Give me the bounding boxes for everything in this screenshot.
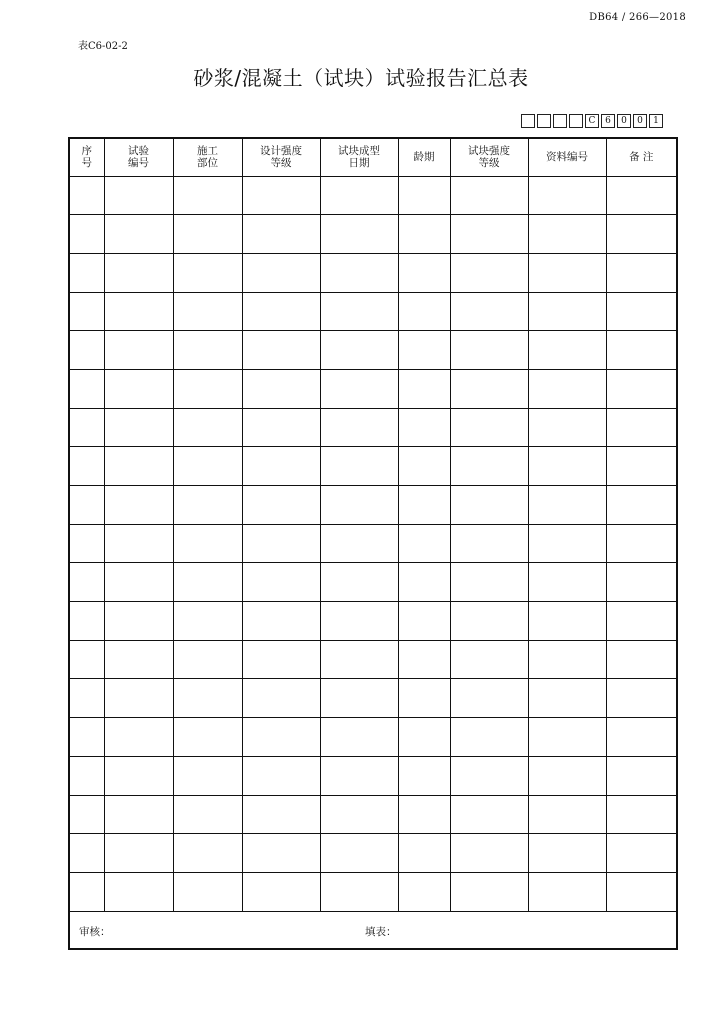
table-body: [69, 176, 677, 911]
table-cell[interactable]: [398, 176, 450, 215]
filler-label: 填表：: [365, 925, 397, 938]
table-cell[interactable]: [320, 253, 398, 292]
table-cell[interactable]: [450, 563, 528, 602]
code-box[interactable]: [553, 114, 567, 128]
table-row: [69, 215, 677, 254]
table-cell[interactable]: [606, 795, 677, 834]
table-cell[interactable]: [104, 292, 173, 331]
table-cell[interactable]: [606, 447, 677, 486]
table-cell[interactable]: [528, 176, 606, 215]
table-cell[interactable]: [69, 756, 104, 795]
table-row: [69, 176, 677, 215]
table-cell[interactable]: [173, 524, 242, 563]
table-cell[interactable]: [606, 834, 677, 873]
table-cell[interactable]: [450, 331, 528, 370]
code-box[interactable]: 1: [649, 114, 663, 128]
table-cell[interactable]: [606, 215, 677, 254]
page-title: 砂浆/混凝土（试块）试验报告汇总表: [193, 66, 529, 90]
code-box[interactable]: 0: [633, 114, 647, 128]
table-cell[interactable]: [398, 253, 450, 292]
table-cell[interactable]: [104, 176, 173, 215]
column-header-record-no: 资料编号: [528, 138, 606, 176]
table-cell[interactable]: [173, 795, 242, 834]
table-cell[interactable]: [242, 524, 320, 563]
table-cell[interactable]: [104, 486, 173, 525]
table-cell[interactable]: [242, 331, 320, 370]
table-cell[interactable]: [104, 408, 173, 447]
table-cell[interactable]: [173, 408, 242, 447]
summary-table: [68, 137, 678, 950]
table-row: [69, 640, 677, 679]
table-cell[interactable]: [242, 563, 320, 602]
code-box[interactable]: C: [585, 114, 599, 128]
table-cell[interactable]: [242, 486, 320, 525]
table-cell[interactable]: [528, 718, 606, 757]
table-cell[interactable]: [528, 795, 606, 834]
table-row: [69, 253, 677, 292]
table-cell[interactable]: [173, 215, 242, 254]
table-cell[interactable]: [242, 640, 320, 679]
table-cell[interactable]: [528, 679, 606, 718]
table-cell[interactable]: [528, 215, 606, 254]
code-box[interactable]: [537, 114, 551, 128]
table-cell[interactable]: [450, 253, 528, 292]
table-cell[interactable]: [398, 331, 450, 370]
table-cell[interactable]: [320, 795, 398, 834]
table-cell[interactable]: [173, 679, 242, 718]
table-row: [69, 292, 677, 331]
table-row: [69, 872, 677, 911]
standard-code: DB64 / 266—2018: [589, 12, 686, 23]
table-cell[interactable]: [69, 369, 104, 408]
table-cell[interactable]: [173, 718, 242, 757]
table-cell[interactable]: [398, 679, 450, 718]
table-cell[interactable]: [606, 718, 677, 757]
table-cell[interactable]: [173, 563, 242, 602]
table-cell[interactable]: [528, 486, 606, 525]
column-header-seq: 序 号: [69, 138, 104, 176]
table-cell[interactable]: [104, 679, 173, 718]
table-cell[interactable]: [398, 872, 450, 911]
table-row: [69, 756, 677, 795]
table-cell[interactable]: [104, 253, 173, 292]
table-cell[interactable]: [528, 640, 606, 679]
table-cell[interactable]: [69, 872, 104, 911]
table-cell[interactable]: [69, 253, 104, 292]
table-cell[interactable]: [320, 486, 398, 525]
table-cell[interactable]: [450, 640, 528, 679]
table-cell[interactable]: [606, 369, 677, 408]
table-cell[interactable]: [606, 602, 677, 641]
document-code-boxes: [521, 114, 663, 128]
table-cell[interactable]: [528, 524, 606, 563]
table-cell[interactable]: [398, 795, 450, 834]
table-cell[interactable]: [173, 369, 242, 408]
table-cell[interactable]: [242, 253, 320, 292]
table-cell[interactable]: [104, 215, 173, 254]
code-box[interactable]: [521, 114, 535, 128]
table-cell[interactable]: [528, 872, 606, 911]
table-cell[interactable]: [320, 602, 398, 641]
table-cell[interactable]: [398, 640, 450, 679]
table-cell[interactable]: [450, 292, 528, 331]
table-cell[interactable]: [69, 563, 104, 602]
table-cell[interactable]: [69, 834, 104, 873]
table-cell[interactable]: [450, 524, 528, 563]
table-cell[interactable]: [242, 679, 320, 718]
table-cell[interactable]: [69, 679, 104, 718]
table-cell[interactable]: [320, 447, 398, 486]
table-cell[interactable]: [69, 331, 104, 370]
table-cell[interactable]: [528, 563, 606, 602]
table-cell[interactable]: [173, 253, 242, 292]
column-header-test-no: 试验 编号: [104, 138, 173, 176]
table-cell[interactable]: [320, 756, 398, 795]
table-cell[interactable]: [320, 563, 398, 602]
table-cell[interactable]: [173, 872, 242, 911]
table-cell[interactable]: [398, 447, 450, 486]
column-header-remarks: 备 注: [606, 138, 677, 176]
table-cell[interactable]: [606, 486, 677, 525]
table-cell[interactable]: [398, 602, 450, 641]
table-cell[interactable]: [320, 215, 398, 254]
table-cell[interactable]: [528, 834, 606, 873]
table-cell[interactable]: [606, 640, 677, 679]
table-footer-row: [69, 911, 677, 949]
table-cell[interactable]: [69, 524, 104, 563]
table-cell[interactable]: [69, 718, 104, 757]
table-cell[interactable]: [242, 176, 320, 215]
table-row: [69, 718, 677, 757]
table-cell[interactable]: [450, 486, 528, 525]
table-cell[interactable]: [528, 447, 606, 486]
table-cell[interactable]: [606, 563, 677, 602]
table-cell[interactable]: [173, 756, 242, 795]
table-cell[interactable]: [242, 602, 320, 641]
table-cell[interactable]: [528, 369, 606, 408]
table-row: [69, 524, 677, 563]
table-cell[interactable]: [528, 331, 606, 370]
table-cell[interactable]: [173, 176, 242, 215]
table-cell[interactable]: [320, 834, 398, 873]
table-cell[interactable]: [450, 795, 528, 834]
table-cell[interactable]: [69, 602, 104, 641]
table-cell[interactable]: [398, 718, 450, 757]
column-header-design-strength: 设计强度 等级: [242, 138, 320, 176]
table-cell[interactable]: [173, 640, 242, 679]
table-cell[interactable]: [606, 524, 677, 563]
table-cell[interactable]: [69, 408, 104, 447]
table-cell[interactable]: [242, 292, 320, 331]
table-cell[interactable]: [528, 292, 606, 331]
table-cell[interactable]: [320, 408, 398, 447]
table-cell[interactable]: [69, 215, 104, 254]
table-cell[interactable]: [104, 718, 173, 757]
table-cell[interactable]: [104, 602, 173, 641]
form-id: 表C6-02-2: [78, 41, 128, 52]
table-cell[interactable]: [606, 176, 677, 215]
table-cell[interactable]: [104, 872, 173, 911]
table-cell[interactable]: [450, 408, 528, 447]
table-row: [69, 563, 677, 602]
table-cell[interactable]: [606, 679, 677, 718]
table-cell[interactable]: [528, 602, 606, 641]
code-box[interactable]: 6: [601, 114, 615, 128]
table-cell[interactable]: [528, 253, 606, 292]
table-cell[interactable]: [320, 369, 398, 408]
table-cell[interactable]: [69, 486, 104, 525]
table-cell[interactable]: [242, 795, 320, 834]
table-row: [69, 331, 677, 370]
table-cell[interactable]: [450, 176, 528, 215]
table-cell[interactable]: [398, 215, 450, 254]
table-cell[interactable]: [606, 408, 677, 447]
table-cell[interactable]: [606, 756, 677, 795]
table-cell[interactable]: [606, 253, 677, 292]
table-cell[interactable]: [450, 872, 528, 911]
reviewer-label: 审核：: [79, 925, 111, 938]
table-cell[interactable]: [242, 718, 320, 757]
table-cell[interactable]: [242, 756, 320, 795]
table-cell[interactable]: [320, 872, 398, 911]
table-row: [69, 834, 677, 873]
table-cell[interactable]: [173, 292, 242, 331]
table-cell[interactable]: [450, 447, 528, 486]
table-row: [69, 679, 677, 718]
table-cell[interactable]: [242, 215, 320, 254]
table-cell[interactable]: [320, 176, 398, 215]
table-row: [69, 795, 677, 834]
table-cell[interactable]: [173, 602, 242, 641]
table-cell[interactable]: [104, 524, 173, 563]
table-cell[interactable]: [69, 292, 104, 331]
table-cell[interactable]: [242, 408, 320, 447]
table-cell[interactable]: [398, 292, 450, 331]
table-cell[interactable]: [104, 447, 173, 486]
table-cell[interactable]: [104, 640, 173, 679]
table-cell[interactable]: [398, 486, 450, 525]
column-header-specimen-strength: 试块强度 等级: [450, 138, 528, 176]
table-row: [69, 602, 677, 641]
signature-row: [69, 911, 677, 949]
table-cell[interactable]: [242, 872, 320, 911]
table-cell[interactable]: [450, 215, 528, 254]
table-row: [69, 369, 677, 408]
table-cell[interactable]: [173, 834, 242, 873]
table-cell[interactable]: [320, 292, 398, 331]
table-cell[interactable]: [450, 679, 528, 718]
table-cell[interactable]: [69, 176, 104, 215]
table-cell[interactable]: [242, 447, 320, 486]
table-cell[interactable]: [173, 486, 242, 525]
table-cell[interactable]: [69, 795, 104, 834]
table-cell[interactable]: [398, 408, 450, 447]
table-cell[interactable]: [528, 756, 606, 795]
table-cell[interactable]: [173, 447, 242, 486]
table-cell[interactable]: [606, 292, 677, 331]
table-cell[interactable]: [320, 524, 398, 563]
table-cell[interactable]: [104, 795, 173, 834]
table-cell[interactable]: [398, 563, 450, 602]
table-cell[interactable]: [398, 524, 450, 563]
table-row: [69, 408, 677, 447]
table-header-row: [69, 138, 677, 176]
table-cell[interactable]: [450, 756, 528, 795]
table-cell[interactable]: [104, 369, 173, 408]
column-header-forming-date: 试块成型 日期: [320, 138, 398, 176]
table-cell[interactable]: [450, 369, 528, 408]
table-cell[interactable]: [104, 834, 173, 873]
table-cell[interactable]: [69, 447, 104, 486]
table-cell[interactable]: [320, 331, 398, 370]
table-cell[interactable]: [398, 369, 450, 408]
table-cell[interactable]: [320, 718, 398, 757]
table-cell[interactable]: [104, 563, 173, 602]
table-cell[interactable]: [104, 756, 173, 795]
table-cell[interactable]: [606, 872, 677, 911]
table-cell[interactable]: [320, 640, 398, 679]
table-cell[interactable]: [69, 640, 104, 679]
table-cell[interactable]: [450, 602, 528, 641]
table-cell[interactable]: [398, 756, 450, 795]
column-header-age: 龄期: [398, 138, 450, 176]
code-box[interactable]: [569, 114, 583, 128]
table-cell[interactable]: [320, 679, 398, 718]
table-cell[interactable]: [528, 408, 606, 447]
table-cell[interactable]: [242, 834, 320, 873]
table-row: [69, 447, 677, 486]
table-cell[interactable]: [104, 331, 173, 370]
table-cell[interactable]: [450, 834, 528, 873]
table-cell[interactable]: [242, 369, 320, 408]
table-cell[interactable]: [450, 718, 528, 757]
column-header-construction-part: 施工 部位: [173, 138, 242, 176]
table-cell[interactable]: [398, 834, 450, 873]
code-box[interactable]: 0: [617, 114, 631, 128]
table-cell[interactable]: [173, 331, 242, 370]
table-row: [69, 486, 677, 525]
table-cell[interactable]: [606, 331, 677, 370]
